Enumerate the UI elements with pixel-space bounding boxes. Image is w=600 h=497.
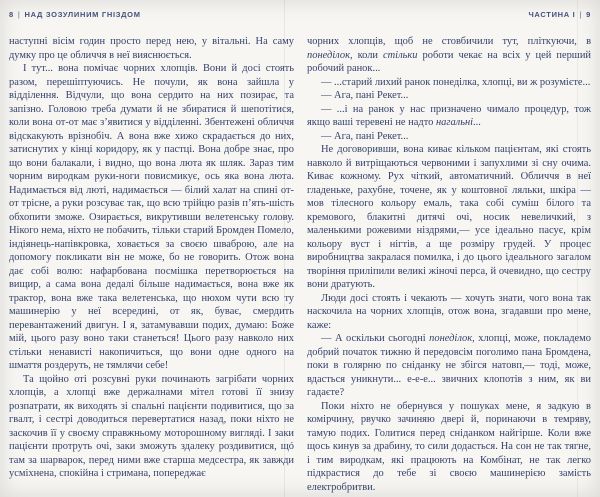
- text-run: — ...старий лихий ранок понеділка, хлопці, ви ж розумієте...: [321, 76, 591, 88]
- left-page-text: [9, 35, 294, 481]
- paragraph: [9, 35, 294, 62]
- part-title: ЧАСТИНА І: [528, 10, 576, 19]
- paragraph: [9, 373, 294, 481]
- paragraph: [307, 292, 591, 333]
- text-run: наступні вісім годин просто перед нею, у вітальні. На саму думку про це обличчя в неї вияснюється.: [9, 36, 294, 61]
- text-run: — Ага, пані Рекет...: [321, 130, 409, 142]
- text-run: Люди досі стоять і чекають — хочуть знати, чого вона так наскочила на чорних хлопців, отож вона, згадавши про мене, каже:: [307, 292, 591, 331]
- text-run: — Ага, пані Рекет...: [321, 90, 409, 101]
- text-run: І тут... вона помічає чорних хлопців. Вони й досі стоять разом, перешіптуючись. Не почули, як вона зайшла у відділення. Відчули, що вона сердито на них позирає, та запізно. Головою треба думати й не збиратися й шепотітися, коли вона от-от має з’явитися у відділенні. Збентежені обличчя відскакують врізнобіч. А вона вже хижо скрадається до них, затиснутих у кінці коридору, як у пастці. Вона добре знає, про що вони балакали, і видно, що вона люта як шляк. Зараз тим чорним виродкам руки-ноги повисмикує, ось яка вона люта. Надимається від люті, надимається — білий халат на спині от-от трісне, а руки розсуває так, що всю трійцю разів п’ять-шість обхопити зможе. Озирається, викрутивши велетенську голову. Нікого нема, ніхто не побачить, тільки старий Бромден Помело, індіянець-напівкровка, ховається за своєю шваброю, але на допомогу покликати він не може, бо не говорить. Отож вона дає собі волю: нафарбована посмішка перетворюється на вищир, а сама вона дедалі більше надимається, вона вже як трактор, вона вже така велетенська, що нюхом чути всю ту машинерію у неї всередині, от як, буває, смердить перевантажений двигун. І я, затамувавши подих, думаю: Боже мій, цього разу воно таки станеться! Цього разу навколо них стільки ненависті накопичиться, що вони одне одного на шмаття роздеруть, не тямлячи себе!: [9, 63, 294, 371]
- paragraph: [307, 103, 591, 130]
- header-divider: |: [17, 10, 21, 19]
- left-page-number: 8: [9, 10, 14, 19]
- paragraph: [307, 89, 591, 103]
- text-run: ...: [473, 117, 481, 128]
- italic-text: понеділок: [307, 49, 350, 61]
- book-title: НАД ЗОЗУЛИНИМ ГНІЗДОМ: [24, 10, 141, 19]
- right-page: [300, 0, 600, 497]
- text-run: роботи чекає на всіх у цей перший робочий ранок...: [307, 49, 591, 74]
- paragraph: [307, 143, 591, 292]
- italic-text: стільки: [383, 49, 418, 61]
- text-run: — ...і на ранок у нас призначено чимало процедур, тож якщо ваші теревені не надто: [307, 103, 591, 128]
- text-run: , хлопці, може, покладемо добрий початок тижню й передовсім поголимо пана Бромдена, поки в голярню по сніданку не збігся натовп,— тоді, може, вдасться уникнути... е-е-е... звичних клопотів з ним, як ви гадаєте?: [307, 333, 591, 398]
- paragraph: [9, 62, 294, 373]
- left-running-head: [9, 10, 294, 19]
- paragraph: [307, 130, 591, 144]
- header-divider: |: [579, 10, 583, 19]
- italic-text: понеділок: [429, 333, 473, 344]
- paragraph: [307, 35, 591, 76]
- text-run: Поки ніхто не обернувся у пошуках мене, я задкую в комірчину, рвучко зачиняю двері й, поринаючи в темряву, тамую подих. Голитися перед сніданком найгірше. Коли вже щось кинув за драбину, то сили додасться. На сон не так тягне, і тим виродкам, які працюють на Комбінат, не так легко підкрастися до тебе зі своєю машинерією замість електробритви.: [307, 400, 591, 493]
- right-running-head: [307, 10, 591, 19]
- text-run: Не договоривши, вона киває кільком пацієнтам, які стоять навколо й витріщаються червоними і запухлими зі сну очима. Киває кожному. Рух чіткий, автоматичний. Обличчя в неї гладеньке, рахубне, точене, як у коштовної ляльки, шкіра — мов тілесного кольору емаль, така собі суміш білого та кремового, блакитні дитячі очі, носик невеличкий, з маленькими рожевими ніздрями,— усе ідеально пасує, крім кольору вуст і нігтів, а ще розміру грудей. У процес виробництва закралася помилка, і до цього ідеального загалом творіння приліпили великі жіночі перса, й очевидно, що сестру вони дратують.: [307, 144, 591, 290]
- right-page-text: [307, 35, 591, 494]
- text-run: Та щойно оті розсувні руки починають загрібати чорних хлопців, а хлопці вже держалнами мітел готові її знизу розпатрати, як виходять зі спальні пацієнти подивитися, що за гвалт, і сестрі доводиться перевертатися назад, поки ніхто не заскочив її у своєму справжньому моторошному вигляді. І заки пацієнти протруть очі, заки зможуть здалеку роздивитися, щó там за шарварок, перед ними вже старша медсестра, як завжди усміхнена, спокійна і стримана, попереджає: [9, 373, 294, 479]
- text-run: — А оскільки сьогодні: [321, 333, 430, 344]
- right-page-number: 9: [586, 10, 591, 19]
- paragraph: [307, 400, 591, 495]
- text-run: , коли: [349, 49, 384, 61]
- paragraph: [307, 76, 591, 90]
- paragraph: [307, 332, 591, 400]
- text-run: чорних хлопців, щоб не стовбичили тут, пліткуючи, в: [307, 36, 591, 47]
- italic-text: нагальні: [435, 117, 474, 128]
